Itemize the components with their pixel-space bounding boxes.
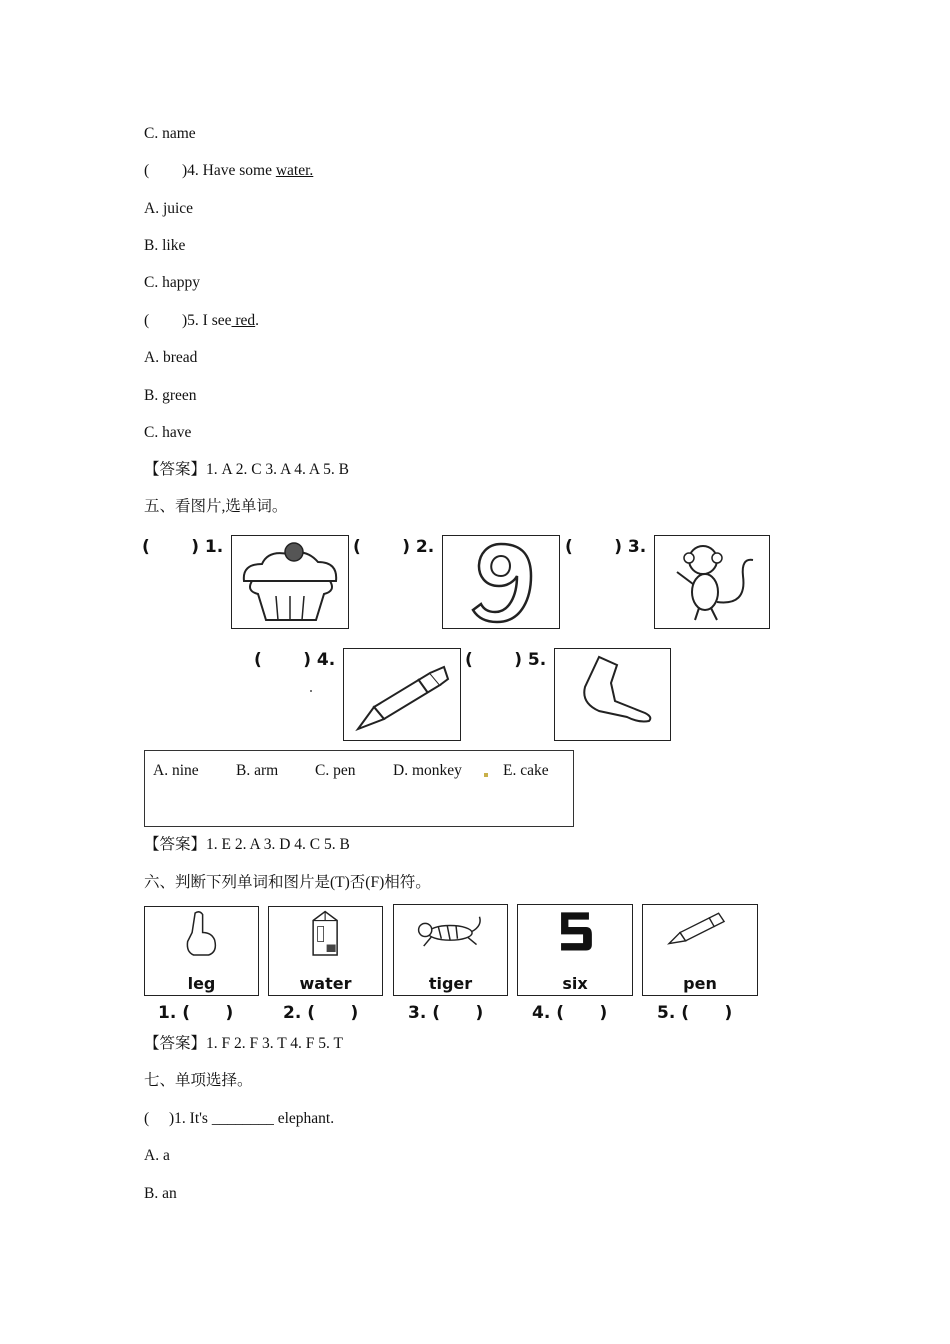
answer-section-6: 【答案】1. F 2. F 3. T 4. F 5. T [144, 1035, 343, 1052]
card-pen [642, 904, 758, 996]
option-e-cake: E. cake [503, 762, 549, 779]
stray-dot [310, 690, 312, 692]
pic-label-3: ( ) 3. [565, 537, 647, 557]
card-word-six: six [562, 974, 588, 993]
answer-section-4: 【答案】1. A 2. C 3. A 4. A 5. B [144, 461, 349, 478]
option-d-monkey: D. monkey [393, 762, 462, 779]
cupcake-picture [231, 535, 349, 629]
card-number-5: 5. ( ) [657, 1003, 733, 1023]
q5-option-a: A. bread [144, 349, 198, 366]
q5-option-c: C. have [144, 424, 192, 441]
s7-q1-text: )1. It's ________ elephant. [169, 1110, 335, 1127]
question-5 [144, 311, 259, 331]
s7-q1-paren: ( [144, 1110, 150, 1127]
pic-label-4: ( ) 4. [254, 650, 336, 670]
card-water [268, 906, 383, 996]
q4-underlined-word: water. [275, 162, 314, 179]
option-b-arm: B. arm [236, 762, 279, 779]
card-number-2: 2. ( ) [283, 1003, 359, 1023]
s7-question-1 [144, 1109, 334, 1129]
s7-q1-option-a: A. a [144, 1147, 170, 1164]
q4-option-c: C. happy [144, 274, 200, 291]
card-number-4: 4. ( ) [532, 1003, 608, 1023]
card-six [517, 904, 633, 996]
card-number-1: 1. ( ) [158, 1003, 234, 1023]
pen-picture [343, 648, 461, 741]
tiger-icon [394, 905, 507, 971]
fountain-pen-icon [643, 905, 757, 967]
option-c-name: C. name [144, 125, 196, 142]
fountain-pen-icon [344, 649, 460, 740]
q4-paren: ( [144, 162, 150, 179]
section5-title: 五、看图片,选单词。 [144, 498, 288, 515]
word-options-box [144, 750, 574, 827]
nine-picture [442, 535, 560, 629]
option-a-nine: A. nine [153, 762, 199, 779]
arm-icon [555, 649, 670, 740]
pic-label-1: ( ) 1. [142, 537, 224, 557]
q5-underlined-word: red [231, 312, 256, 329]
card-word-tiger: tiger [428, 974, 473, 993]
decorative-dot [484, 773, 488, 777]
number-nine-icon [443, 536, 559, 628]
pic-label-5: ( ) 5. [465, 650, 547, 670]
cupcake-icon [232, 536, 348, 628]
s7-q1-option-b: B. an [144, 1185, 177, 1202]
q5-paren: ( [144, 312, 150, 329]
card-word-water: water [299, 974, 352, 993]
arm-picture [554, 648, 671, 741]
q5-text: )5. I see [182, 312, 232, 329]
card-number-3: 3. ( ) [408, 1003, 484, 1023]
monkey-picture [654, 535, 770, 629]
section6-title: 六、判断下列单词和图片是(T)否(F)相符。 [144, 874, 431, 891]
q5-period: . [255, 312, 260, 329]
question-4 [144, 161, 313, 181]
answer-section-5: 【答案】1. E 2. A 3. D 4. C 5. B [144, 836, 350, 853]
q4-option-b: B. like [144, 237, 186, 254]
card-word-pen: pen [683, 974, 717, 993]
number-five-icon [518, 905, 632, 971]
finger-icon [145, 907, 258, 973]
q4-text: )4. Have some [182, 162, 276, 179]
card-word-leg: leg [187, 974, 216, 993]
pic-label-2: ( ) 2. [353, 537, 435, 557]
card-leg [144, 906, 259, 996]
milk-carton-icon [269, 907, 382, 973]
q4-option-a: A. juice [144, 200, 194, 217]
monkey-icon [655, 536, 769, 628]
option-c-pen: C. pen [315, 762, 356, 779]
section7-title: 七、单项选择。 [144, 1072, 253, 1089]
q5-option-b: B. green [144, 387, 197, 404]
card-tiger [393, 904, 508, 996]
